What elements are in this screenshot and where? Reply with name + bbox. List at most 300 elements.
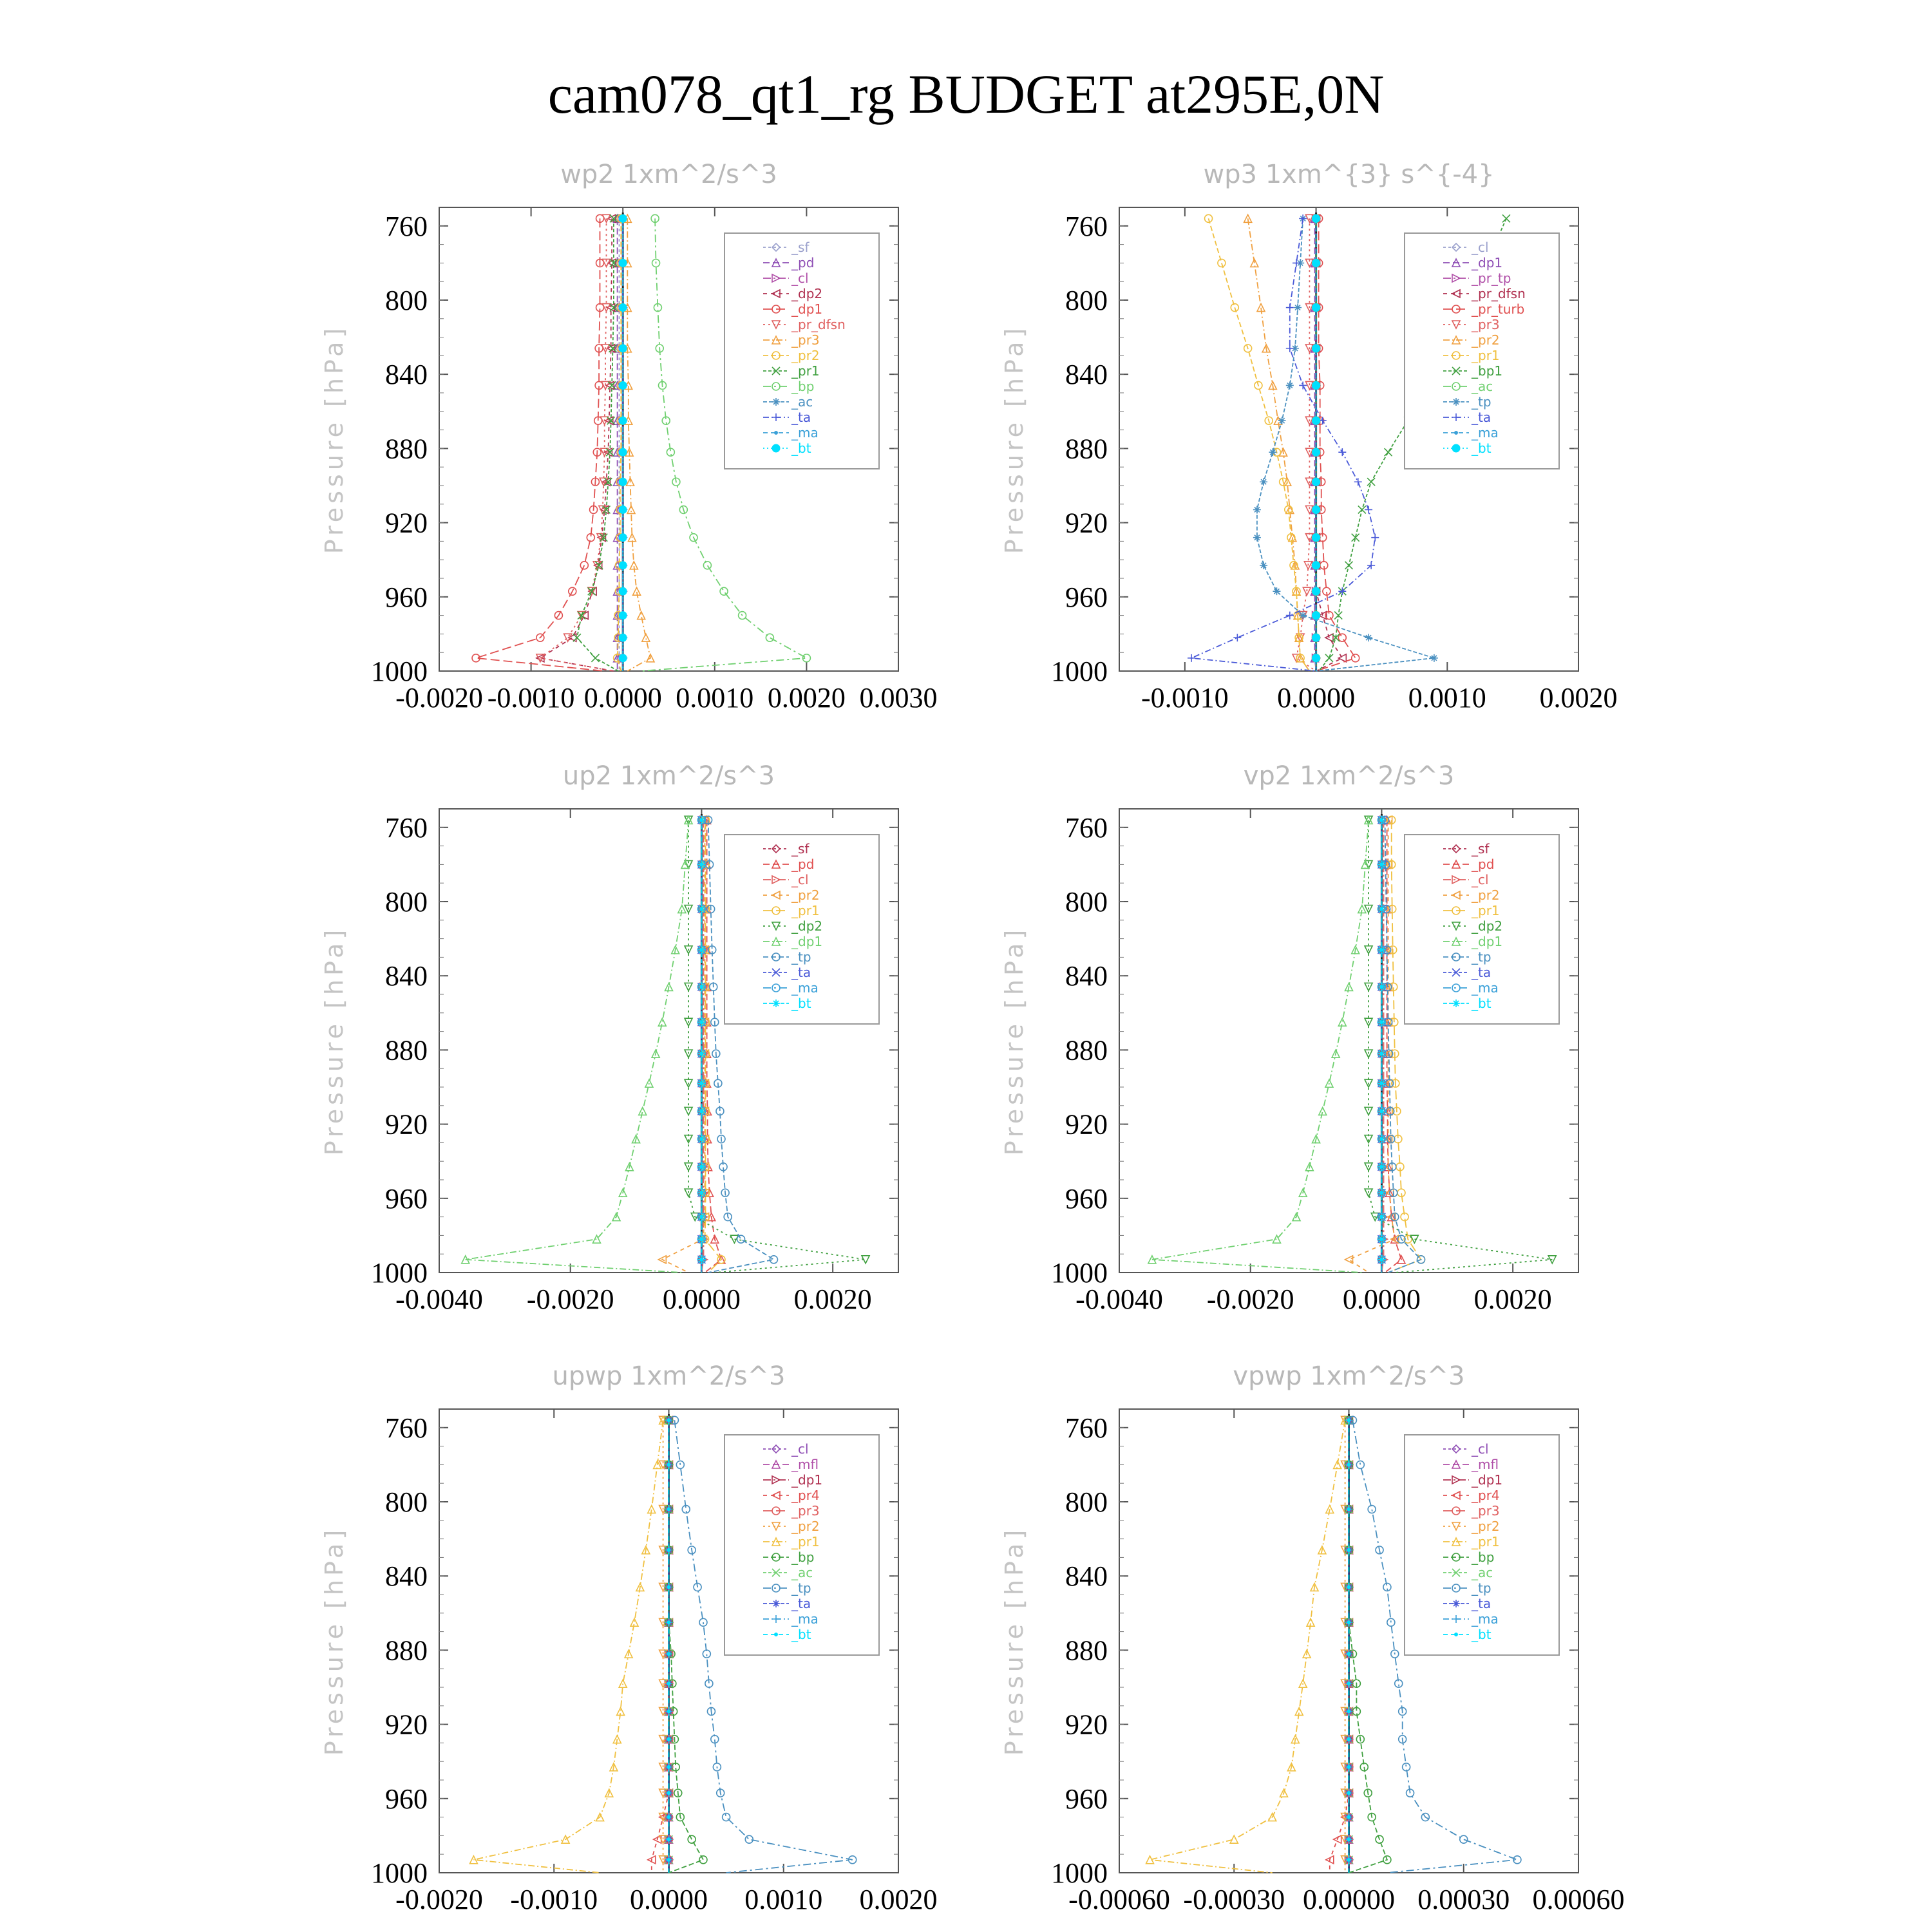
y-tick-label: 880: [1065, 1634, 1108, 1667]
series-point: [1347, 1419, 1350, 1422]
y-tick-label: 920: [1065, 1108, 1108, 1141]
legend-label: _bp: [1472, 1549, 1495, 1565]
series-point: [1347, 1858, 1350, 1861]
x-tick-label: 0.0020: [793, 1283, 872, 1315]
legend-label: _dp2: [1472, 918, 1503, 934]
series-line: [1191, 218, 1375, 671]
legend-label: _bt: [791, 440, 811, 456]
legend-label: _bp: [791, 1549, 815, 1565]
legend-label: _cl: [1472, 872, 1489, 887]
legend-label: _dp2: [791, 286, 823, 301]
series-sf: [615, 214, 623, 671]
series-pr2: [659, 1416, 667, 1873]
legend-label: _bt: [1472, 1627, 1492, 1642]
series-point: [1230, 1835, 1238, 1843]
x-tick-label: 0.0010: [744, 1884, 823, 1915]
series-point: [1253, 506, 1261, 513]
legend-label: _ma: [791, 980, 819, 996]
series-point: [1347, 1710, 1350, 1713]
legend-label: _pr4: [791, 1488, 820, 1503]
legend-label: _ac: [791, 1565, 813, 1580]
x-tick-label: -0.00060: [1068, 1884, 1170, 1915]
legend-label: _dp1: [791, 301, 823, 317]
x-tick-label: -0.0020: [526, 1283, 614, 1315]
series-point: [1312, 304, 1320, 312]
y-tick-label: 1000: [1051, 656, 1108, 687]
series-point: [1286, 345, 1294, 352]
series-point: [667, 1710, 670, 1713]
series-point: [1293, 259, 1300, 267]
series-point: [591, 654, 599, 662]
y-tick-label: 800: [385, 285, 428, 316]
series-pd: [703, 816, 725, 1273]
legend-label: _tp: [1472, 949, 1492, 965]
legend-label: _pr1: [1472, 1534, 1500, 1549]
series-point: [1146, 1856, 1154, 1864]
legend-label: _pr1: [791, 1534, 820, 1549]
series-point: [1371, 534, 1379, 542]
series-line: [1330, 1420, 1349, 1873]
y-tick-label: 1000: [1051, 1257, 1108, 1289]
panel-6: [1000, 1361, 1625, 1915]
panel-3: [320, 761, 898, 1315]
legend-point: [775, 431, 778, 435]
panel-2: [1000, 160, 1618, 714]
y-tick-label: 840: [1065, 960, 1108, 992]
series-line: [476, 218, 605, 671]
series-point: [766, 634, 773, 641]
series-point: [1260, 478, 1267, 486]
x-tick-label: -0.0010: [510, 1884, 598, 1915]
y-tick-label: 880: [1065, 1034, 1108, 1066]
legend-label: _ma: [1472, 1611, 1499, 1627]
legend-label: _pr3: [791, 332, 820, 348]
legend-label: _pr2: [1472, 332, 1500, 348]
series-point: [1260, 562, 1267, 569]
legend-label: _ta: [1472, 965, 1492, 980]
series-line: [669, 1420, 704, 1873]
y-tick-label: 960: [1065, 1182, 1108, 1215]
x-tick-label: 0.0020: [767, 682, 846, 714]
y-tick-label: 800: [1065, 886, 1108, 918]
series-pr2: [1345, 816, 1399, 1273]
x-tick-label: -0.0040: [1075, 1283, 1163, 1315]
y-tick-label: 1000: [371, 656, 428, 687]
legend: [724, 835, 879, 1024]
series-point: [703, 562, 711, 569]
x-tick-label: 0.0010: [1408, 682, 1486, 714]
legend: [1405, 1435, 1559, 1655]
legend-label: _mfl: [1472, 1457, 1499, 1472]
legend-point: [1452, 444, 1460, 452]
series-point: [1354, 478, 1362, 486]
legend-label: _ma: [1472, 425, 1499, 440]
panel-title: wp3 1xm^{3} s^{-4}: [1203, 160, 1495, 189]
x-tick-label: -0.0020: [395, 1884, 483, 1915]
panels-grid: [320, 160, 1625, 1915]
series-point: [1294, 304, 1302, 312]
series-line: [705, 820, 722, 1273]
series-line: [1150, 1420, 1345, 1873]
legend-label: _ac: [791, 394, 813, 410]
x-tick-label: 0.0000: [1342, 1283, 1421, 1315]
series-point: [619, 417, 627, 424]
legend-label: _bt: [791, 996, 811, 1011]
series-point: [1345, 562, 1353, 569]
y-tick-label: 760: [385, 210, 428, 242]
legend-label: _tp: [1472, 1580, 1492, 1596]
series-point: [667, 1858, 670, 1861]
series-pr3: [1293, 214, 1316, 671]
series-pr3: [623, 214, 654, 671]
series-point: [667, 1586, 670, 1589]
legend: [724, 1435, 879, 1655]
series-point: [667, 1815, 670, 1819]
legend: [1405, 233, 1559, 469]
legend-label: _pr1: [791, 903, 820, 918]
series-point: [667, 1792, 670, 1795]
legend-label: _pr1: [791, 363, 820, 379]
series-point: [1312, 345, 1320, 352]
y-tick-label: 1000: [371, 1257, 428, 1289]
series-point: [1365, 506, 1372, 513]
legend-label: _ta: [791, 1596, 811, 1611]
series-point: [1205, 214, 1213, 222]
series-point: [1286, 612, 1294, 620]
panel-4: [1000, 761, 1578, 1315]
series-point: [1356, 1461, 1364, 1468]
y-tick-label: 1000: [371, 1857, 428, 1889]
series-point: [723, 1814, 730, 1821]
legend-label: _dp1: [791, 934, 823, 949]
series-line: [540, 218, 614, 671]
panel-title: vp2 1xm^2/s^3: [1243, 761, 1455, 791]
series-point: [1312, 417, 1320, 424]
series-point: [619, 634, 627, 641]
series-bp: [665, 1416, 707, 1873]
series-point: [1312, 562, 1320, 569]
series-point: [619, 612, 627, 620]
series-point: [720, 587, 728, 595]
x-tick-label: 0.0020: [1539, 682, 1618, 714]
series-point: [1286, 304, 1294, 312]
legend-label: _pr3: [791, 1503, 820, 1519]
legend: [1405, 835, 1559, 1024]
series-point: [667, 1682, 670, 1685]
series-point: [1253, 534, 1261, 542]
series-point: [1347, 1682, 1350, 1685]
legend-label: _pr_turb: [1472, 301, 1525, 317]
legend-label: _cl: [791, 1441, 809, 1457]
series-point: [667, 1838, 670, 1841]
y-tick-label: 840: [385, 1560, 428, 1593]
series-point: [619, 587, 627, 595]
series-point: [667, 1508, 670, 1511]
series-point: [1502, 214, 1510, 222]
y-axis-label: Pressure [hPa]: [1000, 324, 1028, 554]
series-point: [1319, 1107, 1327, 1115]
series-point: [619, 345, 627, 352]
y-axis-label: Pressure [hPa]: [320, 925, 348, 1156]
series-point: [1352, 654, 1359, 662]
legend-point: [1455, 431, 1458, 435]
series-dp1: [1148, 816, 1372, 1273]
series-dp2: [536, 214, 616, 671]
legend-label: _sf: [791, 841, 810, 857]
series-point: [1312, 612, 1320, 620]
y-tick-label: 960: [1065, 581, 1108, 613]
x-tick-label: 0.0030: [859, 682, 938, 714]
figure-title: cam078_qt1_rg BUDGET at295E,0N: [547, 63, 1385, 125]
y-axis-label: Pressure [hPa]: [1000, 1526, 1028, 1756]
series-point: [737, 1235, 745, 1243]
legend-label: _ta: [791, 965, 811, 980]
series-point: [1312, 654, 1320, 662]
series-point: [1430, 654, 1438, 662]
series-point: [1347, 1653, 1350, 1656]
series-line: [466, 820, 688, 1273]
legend-label: _dp1: [1472, 934, 1503, 949]
series-point: [573, 634, 581, 641]
legend-label: _dp1: [1472, 255, 1503, 270]
y-tick-label: 760: [1065, 811, 1108, 844]
legend-label: _pr2: [791, 887, 820, 903]
series-point: [1188, 654, 1195, 662]
x-tick-label: 0.00060: [1532, 1884, 1625, 1915]
y-tick-label: 920: [385, 1709, 428, 1741]
series-pr1: [1146, 1416, 1349, 1873]
legend-label: _pd: [791, 857, 815, 872]
series-point: [1312, 478, 1320, 486]
x-tick-label: -0.00030: [1183, 1884, 1285, 1915]
series-dp1: [472, 214, 605, 671]
legend: [724, 233, 879, 469]
legend-label: _pr1: [1472, 348, 1500, 363]
legend-label: _cl: [791, 872, 809, 887]
series-pd: [614, 214, 621, 671]
series-point: [667, 1463, 670, 1466]
x-tick-label: -0.0020: [395, 682, 483, 714]
series-point: [1312, 534, 1320, 542]
legend-label: _cl: [1472, 1441, 1489, 1457]
series-line: [1248, 218, 1310, 671]
legend-label: _ta: [1472, 1596, 1492, 1611]
series-point: [1365, 634, 1372, 641]
series-point: [1385, 448, 1392, 456]
series-point: [703, 1650, 710, 1658]
y-tick-label: 920: [385, 1108, 428, 1141]
legend-label: _pr2: [791, 1519, 820, 1534]
legend-label: _pd: [791, 255, 815, 270]
legend-label: _pr_dfsn: [791, 317, 846, 332]
series-point: [1347, 1738, 1350, 1741]
panel-title: upwp 1xm^2/s^3: [552, 1361, 786, 1391]
series-point: [619, 562, 627, 569]
legend-label: _pr3: [1472, 317, 1500, 332]
x-tick-label: 0.0000: [662, 1283, 741, 1315]
series-point: [1347, 1792, 1350, 1795]
x-tick-label: -0.0010: [1141, 682, 1229, 714]
series-line: [1349, 820, 1395, 1273]
y-tick-label: 880: [385, 433, 428, 465]
legend-label: _tp: [791, 1580, 811, 1596]
series-point: [1367, 478, 1375, 486]
legend-label: _bp: [791, 379, 815, 394]
series-line: [474, 1420, 663, 1873]
series-point: [1278, 417, 1286, 424]
x-tick-label: 0.00000: [1303, 1884, 1395, 1915]
y-tick-label: 800: [385, 1486, 428, 1518]
series-point: [1347, 1463, 1350, 1466]
series-point: [1347, 1765, 1350, 1768]
series-bp: [1345, 1416, 1391, 1873]
series-point: [619, 214, 627, 222]
series-point: [639, 1107, 647, 1115]
series-point: [1368, 1506, 1376, 1513]
legend-label: _ac: [1472, 379, 1493, 394]
y-axis-label: Pressure [hPa]: [320, 1526, 348, 1756]
legend-label: _cl: [791, 270, 809, 286]
series-point: [685, 1135, 692, 1143]
legend-label: _pr2: [1472, 1519, 1500, 1534]
series-point: [667, 1738, 670, 1741]
panel-title: up2 1xm^2/s^3: [562, 761, 775, 791]
series-point: [667, 1419, 670, 1422]
legend-label: _sf: [1472, 841, 1490, 857]
legend-label: _bt: [1472, 996, 1492, 1011]
series-point: [619, 448, 627, 456]
y-tick-label: 840: [1065, 359, 1108, 391]
series-point: [1347, 1548, 1350, 1551]
series-point: [1347, 1621, 1350, 1624]
y-tick-label: 920: [1065, 507, 1108, 539]
legend-label: _pr3: [1472, 1503, 1500, 1519]
y-tick-label: 840: [385, 960, 428, 992]
series-point: [1347, 1838, 1350, 1841]
legend-label: _tp: [791, 949, 811, 965]
series-point: [1325, 654, 1333, 662]
legend-label: _pr2: [791, 348, 820, 363]
legend-label: _bp1: [1472, 363, 1503, 379]
legend-point: [772, 444, 780, 452]
x-tick-label: -0.0020: [1206, 1283, 1294, 1315]
y-tick-label: 920: [1065, 1709, 1108, 1741]
series-point: [1312, 381, 1320, 389]
x-tick-label: 0.0020: [1473, 1283, 1552, 1315]
panel-5: [320, 1361, 938, 1915]
series-point: [1338, 448, 1346, 456]
series-line: [1385, 820, 1402, 1273]
series-ta: [1188, 214, 1379, 671]
y-tick-label: 760: [385, 1412, 428, 1444]
legend-label: _ac: [1472, 1565, 1493, 1580]
series-pr_dfsn: [536, 214, 614, 671]
legend-label: _pd: [1472, 857, 1495, 872]
panel-title: vpwp 1xm^2/s^3: [1233, 1361, 1465, 1391]
series-point: [1233, 634, 1241, 641]
y-tick-label: 1000: [1051, 1857, 1108, 1889]
panel-title: wp2 1xm^2/s^3: [560, 160, 777, 189]
series-point: [619, 304, 627, 312]
series-point: [619, 381, 627, 389]
series-point: [1347, 1586, 1350, 1589]
y-tick-label: 800: [385, 886, 428, 918]
y-tick-label: 960: [1065, 1783, 1108, 1815]
legend-label: _dp1: [791, 1472, 823, 1488]
series-line: [1349, 1420, 1387, 1873]
x-tick-label: 0.0010: [676, 682, 754, 714]
series-point: [619, 478, 627, 486]
legend-label: _pr4: [1472, 1488, 1500, 1503]
series-point: [1347, 1815, 1350, 1819]
legend-label: _dp1: [1472, 1472, 1503, 1488]
legend-label: _bt: [791, 1627, 811, 1642]
series-pr1: [469, 1416, 667, 1873]
legend-label: _ma: [1472, 980, 1499, 996]
series-point: [1286, 381, 1294, 389]
series-line: [1209, 218, 1310, 671]
series-point: [685, 983, 692, 990]
series-point: [1312, 506, 1320, 513]
y-tick-label: 960: [385, 581, 428, 613]
series-point: [1312, 214, 1320, 222]
series-point: [667, 1621, 670, 1624]
series-point: [619, 506, 627, 513]
x-tick-label: 0.00030: [1417, 1884, 1510, 1915]
legend-label: _ta: [1472, 410, 1492, 425]
y-tick-label: 840: [385, 359, 428, 391]
y-tick-label: 840: [1065, 1560, 1108, 1593]
x-tick-label: -0.0010: [487, 682, 575, 714]
legend-label: _tp: [1472, 394, 1492, 410]
series-point: [619, 534, 627, 542]
x-tick-label: -0.0040: [395, 1283, 483, 1315]
series-line: [1152, 820, 1368, 1273]
y-tick-label: 760: [1065, 210, 1108, 242]
y-axis-label: Pressure [hPa]: [1000, 925, 1028, 1156]
series-point: [1365, 1135, 1372, 1143]
y-tick-label: 800: [1065, 285, 1108, 316]
series-point: [667, 1653, 670, 1656]
series-point: [1312, 259, 1320, 267]
series-line: [1296, 218, 1316, 671]
series-point: [667, 1765, 670, 1768]
y-tick-label: 880: [385, 1634, 428, 1667]
y-tick-label: 800: [1065, 1486, 1108, 1518]
legend-label: _ma: [791, 425, 819, 440]
series-point: [1352, 534, 1359, 542]
series-point: [1334, 612, 1342, 620]
series-point: [619, 654, 627, 662]
series-line: [1316, 218, 1356, 671]
legend-point: [1455, 1633, 1458, 1636]
series-point: [1347, 1508, 1350, 1511]
series-pr2: [1341, 1416, 1349, 1873]
x-tick-label: 0.0000: [583, 682, 662, 714]
panel-1: [320, 160, 938, 714]
series-point: [699, 1856, 707, 1864]
legend-label: _pr_dfsn: [1472, 286, 1526, 301]
y-axis-label: Pressure [hPa]: [320, 324, 348, 554]
y-tick-label: 880: [1065, 433, 1108, 465]
series-point: [1338, 654, 1346, 662]
legend-label: _dp2: [791, 918, 823, 934]
y-tick-label: 880: [385, 1034, 428, 1066]
series-point: [667, 1548, 670, 1551]
series-line: [627, 218, 650, 671]
series-point: [1345, 1256, 1353, 1264]
y-tick-label: 760: [385, 811, 428, 844]
